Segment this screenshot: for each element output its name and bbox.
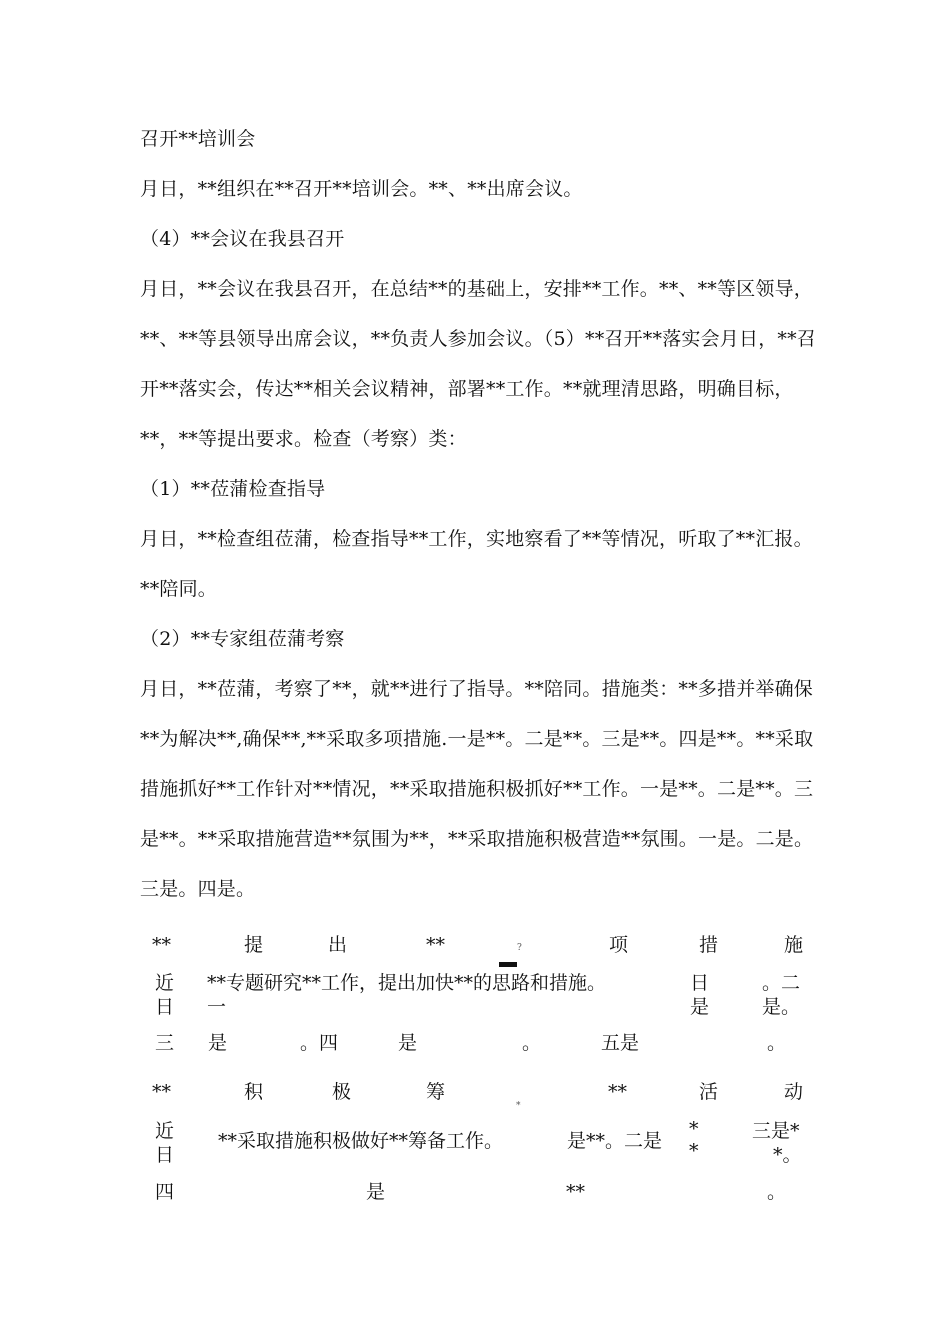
row-cell: 四 <box>155 1181 175 1203</box>
row-cell: 日 <box>690 972 710 994</box>
header-cell: 措 <box>699 934 719 956</box>
row-cell: 是 <box>398 1032 418 1054</box>
row-cell: * <box>689 1118 699 1140</box>
row-text: **采取措施积极做好**筹备工作。 <box>218 1130 504 1152</box>
header-cell: ** <box>426 934 445 956</box>
header-cell: 提 <box>244 934 264 956</box>
heading-inspection-1: （1）**莅蒲检查指导 <box>140 478 326 500</box>
header-cell: * <box>516 1101 521 1111</box>
header-cell: 筹 <box>426 1081 446 1103</box>
row-cell: 日 <box>155 1144 175 1166</box>
header-cell: ** <box>608 1081 627 1103</box>
header-cell: 施 <box>784 934 804 956</box>
heading-meeting-4: （4）**会议在我县召开 <box>140 228 345 250</box>
row-cell: 。二 <box>762 972 801 994</box>
row-cell: ** <box>566 1181 585 1203</box>
header-cell: ? <box>517 943 522 953</box>
row-cell: 。 <box>767 1032 787 1054</box>
header-cell: 积 <box>244 1081 264 1103</box>
row-cell: 是。 <box>762 996 801 1018</box>
header-cell: ** <box>152 934 171 956</box>
header-cell: 项 <box>609 934 629 956</box>
row-cell: 五是 <box>601 1032 640 1054</box>
paragraph-inspection-1: 月日，**检查组莅蒲，检查指导**工作，实地察看了**等情况，听取了**汇报。**陪同。 <box>140 528 813 600</box>
row-cell: 。 <box>767 1181 787 1203</box>
row-cell: 日 <box>155 996 175 1018</box>
header-cell: 动 <box>784 1081 804 1103</box>
paragraph-measures: 月日，**莅蒲，考察了**，就**进行了指导。**陪同。措施类：**多措并举确保**为解决**,确保**,**采取多项措施.一是**。二是**。三是**。四是**。**采取措施抓好**工作针对**情况，**采取措施积极抓好**工作。一是**。二是**。三是**。**采取措施营造**氛围为**，**采取措施积极营造**氛围。一是。二是。三是。四是。 <box>140 678 814 900</box>
heading-training-meeting: 召开**培训会 <box>140 128 256 150</box>
row-cell: 近 <box>155 1120 175 1142</box>
header-cell: 出 <box>328 934 348 956</box>
row-cell: 是 <box>690 996 710 1018</box>
paragraph-training-meeting: 月日，**组织在**召开**培训会。**、**出席会议。 <box>140 178 583 200</box>
row-cell: 是 <box>366 1181 386 1203</box>
row-cell: 近 <box>155 972 175 994</box>
row-cell: 三 <box>155 1032 175 1054</box>
header-cell: ** <box>152 1081 171 1103</box>
heading-inspection-2: （2）**专家组莅蒲考察 <box>140 628 345 650</box>
row-cell: 是 <box>208 1032 228 1054</box>
row-cell: 是**。二是 <box>567 1130 663 1152</box>
row-cell: 一 <box>207 996 227 1018</box>
header-cell: 活 <box>699 1081 719 1103</box>
black-mark <box>499 962 517 967</box>
header-cell: 极 <box>332 1081 352 1103</box>
row-cell: *。 <box>773 1144 802 1166</box>
row-text: **专题研究**工作，提出加快**的思路和措施。 <box>207 972 607 994</box>
paragraph-meeting-4: 月日，**会议在我县召开，在总结**的基础上，安排**工作。**、**等区领导，**、**等县领导出席会议，**负责人参加会议。（5）**召开**落实会月日，**召开**落实会，传达**相关会议精神，部署**工作。**就理清思路，明确目标，**，**等提出要求。检查（考察）类： <box>140 278 816 450</box>
row-cell: 。四 <box>300 1032 339 1054</box>
row-cell: 三是* <box>752 1120 800 1142</box>
row-cell: * <box>689 1140 699 1162</box>
row-cell: 。 <box>522 1032 542 1054</box>
